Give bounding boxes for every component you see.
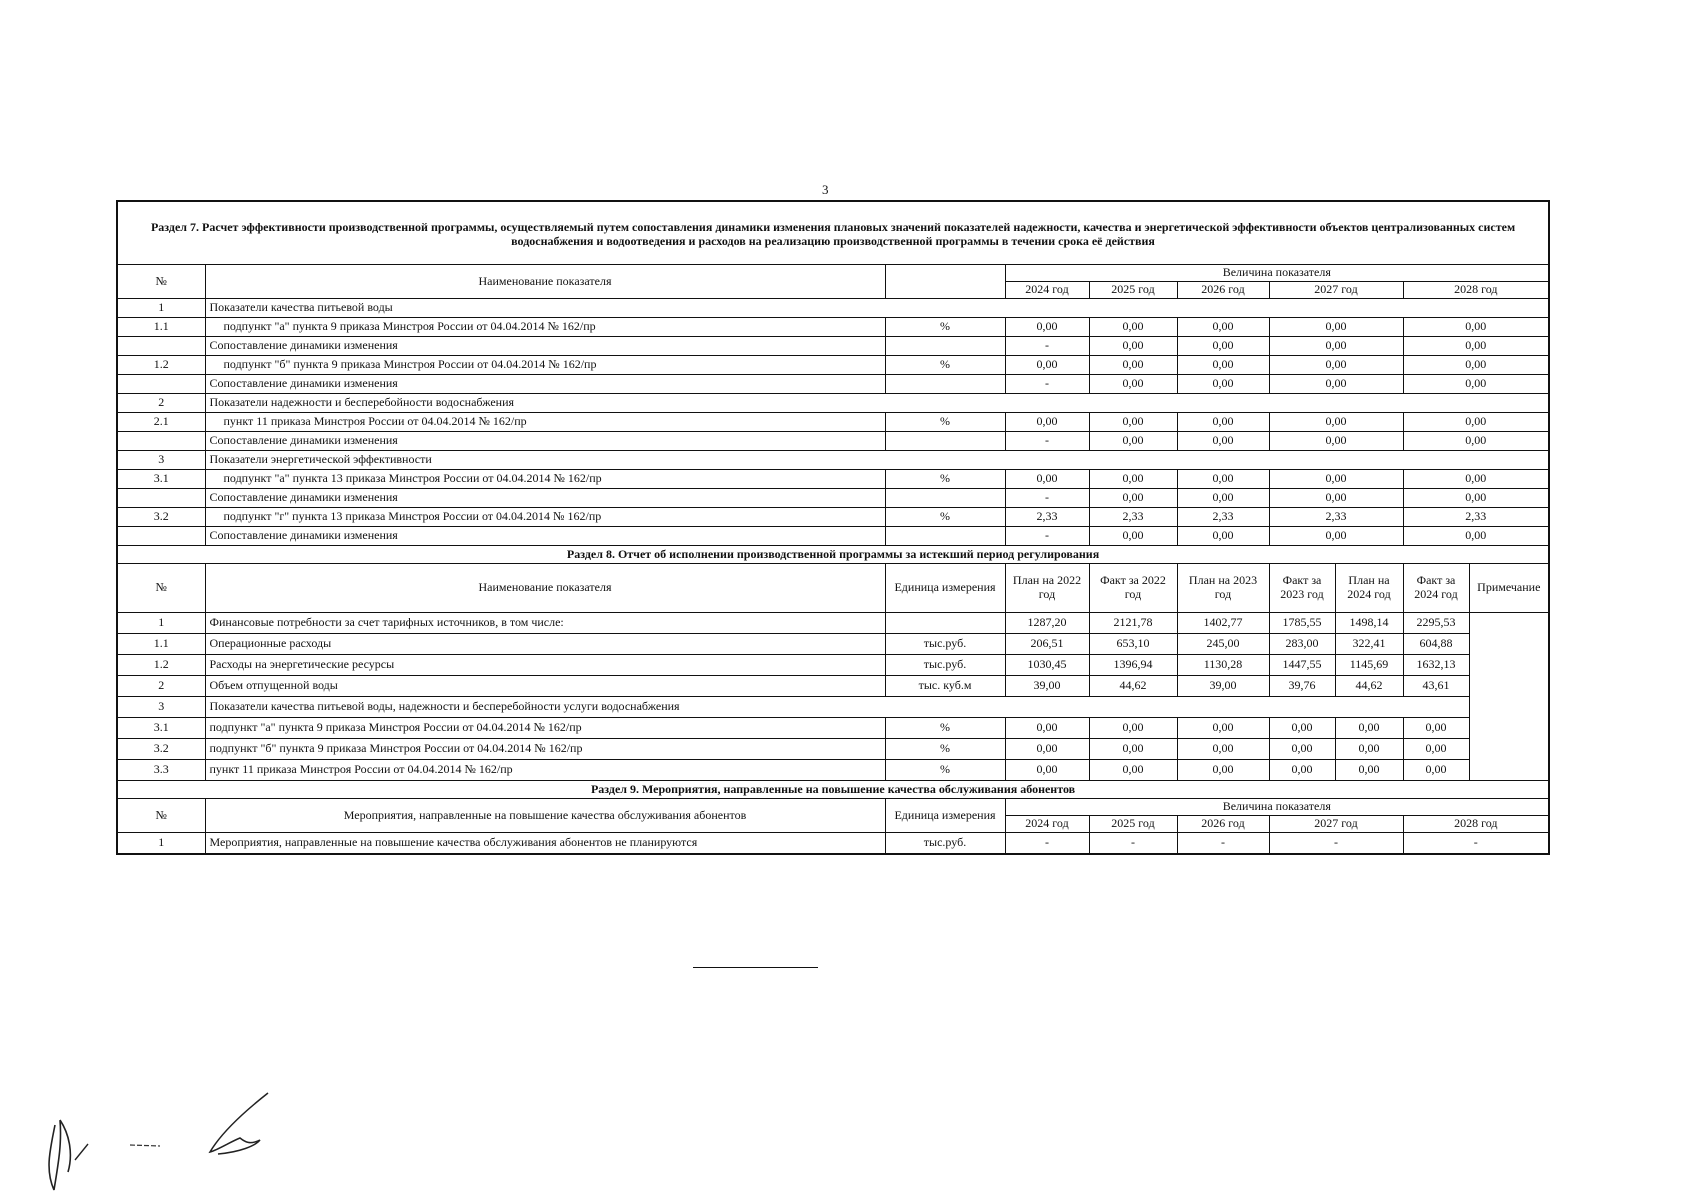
year-header: 2025 год — [1089, 816, 1177, 833]
value-cell: 245,00 — [1177, 634, 1269, 655]
unit-cell: % — [885, 413, 1005, 432]
value-cell: - — [1005, 527, 1089, 546]
indicator-name: Сопоставление динамики изменения — [205, 489, 885, 508]
year-header: 2027 год — [1269, 816, 1403, 833]
value-cell: 0,00 — [1177, 739, 1269, 760]
col-header-name: Наименование показателя — [205, 564, 885, 613]
row-number: 3 — [117, 451, 205, 470]
value-cell: 0,00 — [1005, 356, 1089, 375]
year-header: 2025 год — [1089, 282, 1177, 299]
row-number — [117, 337, 205, 356]
table-row — [117, 676, 1549, 697]
note-cell — [1469, 613, 1549, 781]
value-cell: 1785,55 — [1269, 613, 1335, 634]
row-number — [117, 432, 205, 451]
value-cell: 0,00 — [1269, 432, 1403, 451]
row-number: 1 — [117, 613, 205, 634]
value-cell: 39,00 — [1005, 676, 1089, 697]
year-header: 2028 год — [1403, 282, 1549, 299]
indicator-name: Сопоставление динамики изменения — [205, 375, 885, 394]
col-header-num: № — [117, 799, 205, 833]
value-cell: - — [1005, 432, 1089, 451]
table-row — [117, 318, 1549, 337]
unit-cell: % — [885, 760, 1005, 781]
value-cell: 0,00 — [1269, 527, 1403, 546]
value-cell: 0,00 — [1403, 375, 1549, 394]
section7-title: Раздел 7. Расчет эффективности производственной программы, осуществляемый путем сопоставления динамики изменения плановых значений показателей надежности, качества и энергетической эффективности объектов централизованных систем водоснабжения и водоотведения и расходов на реализацию производственной программы в течении срока её действия — [117, 201, 1549, 265]
year-header: 2024 год — [1005, 282, 1089, 299]
handwritten-signature — [40, 1080, 280, 1200]
value-cell: - — [1005, 833, 1089, 855]
value-cell: 0,00 — [1335, 760, 1403, 781]
row-number: 3.2 — [117, 739, 205, 760]
table-row — [117, 299, 1549, 318]
footer-divider — [693, 967, 818, 968]
indicator-name: подпункт "а" пункта 9 приказа Минстроя России от 04.04.2014 № 162/пр — [205, 718, 885, 739]
col-header-period: План на 2022 год — [1005, 564, 1089, 613]
value-cell: 604,88 — [1403, 634, 1469, 655]
value-cell: 2,33 — [1089, 508, 1177, 527]
row-number: 2 — [117, 394, 205, 413]
year-header: 2024 год — [1005, 816, 1089, 833]
group-title: Показатели качества питьевой воды — [205, 299, 1549, 318]
value-cell: 44,62 — [1089, 676, 1177, 697]
row-number: 1 — [117, 299, 205, 318]
section9-title: Раздел 9. Мероприятия, направленные на повышение качества обслуживания абонентов — [117, 781, 1549, 799]
row-number: 3.3 — [117, 760, 205, 781]
value-cell: 0,00 — [1089, 337, 1177, 356]
unit-cell: % — [885, 739, 1005, 760]
value-cell: 653,10 — [1089, 634, 1177, 655]
indicator-name: подпункт "б" пункта 9 приказа Минстроя России от 04.04.2014 № 162/пр — [205, 739, 885, 760]
value-cell: 0,00 — [1177, 718, 1269, 739]
row-number: 2 — [117, 676, 205, 697]
value-cell: 0,00 — [1177, 527, 1269, 546]
col-header-unit: Единица измерения — [885, 564, 1005, 613]
value-cell: 0,00 — [1269, 760, 1335, 781]
value-cell: 0,00 — [1177, 356, 1269, 375]
group-title: Показатели энергетической эффективности — [205, 451, 1549, 470]
table-row — [117, 760, 1549, 781]
value-cell: 0,00 — [1269, 489, 1403, 508]
row-number — [117, 375, 205, 394]
col-header-period: Факт за 2022 год — [1089, 564, 1177, 613]
section9-header-row — [117, 799, 1549, 816]
value-cell: 0,00 — [1403, 470, 1549, 489]
table-row — [117, 655, 1549, 676]
row-number: 1.2 — [117, 356, 205, 375]
value-cell: 2295,53 — [1403, 613, 1469, 634]
value-cell: 0,00 — [1177, 760, 1269, 781]
value-cell: 0,00 — [1089, 739, 1177, 760]
col-header-num: № — [117, 265, 205, 299]
value-cell: 2121,78 — [1089, 613, 1177, 634]
unit-cell — [885, 375, 1005, 394]
table-row — [117, 508, 1549, 527]
indicator-name: подпункт "б" пункта 9 приказа Минстроя России от 04.04.2014 № 162/пр — [205, 356, 885, 375]
table-row — [117, 833, 1549, 855]
group-title: Показатели качества питьевой воды, надежности и бесперебойности услуги водоснабжения — [205, 697, 1469, 718]
unit-cell: тыс.руб. — [885, 833, 1005, 855]
value-cell: 1030,45 — [1005, 655, 1089, 676]
value-cell: 0,00 — [1403, 760, 1469, 781]
value-cell: 0,00 — [1403, 356, 1549, 375]
value-cell: 0,00 — [1269, 413, 1403, 432]
value-cell: - — [1005, 489, 1089, 508]
value-cell: 0,00 — [1269, 718, 1335, 739]
value-cell: 0,00 — [1403, 527, 1549, 546]
value-cell: 1402,77 — [1177, 613, 1269, 634]
table-row — [117, 489, 1549, 508]
row-number — [117, 527, 205, 546]
indicator-name: Сопоставление динамики изменения — [205, 527, 885, 546]
table-row — [117, 432, 1549, 451]
value-cell: 2,33 — [1005, 508, 1089, 527]
col-header-unit — [885, 265, 1005, 299]
value-cell: 0,00 — [1403, 432, 1549, 451]
col-header-name: Мероприятия, направленные на повышение качества обслуживания абонентов — [205, 799, 885, 833]
col-header-unit: Единица измерения — [885, 799, 1005, 833]
col-header-period: Факт за 2023 год — [1269, 564, 1335, 613]
value-cell: 0,00 — [1089, 718, 1177, 739]
value-cell: - — [1089, 833, 1177, 855]
value-cell: 39,76 — [1269, 676, 1335, 697]
value-cell: - — [1403, 833, 1549, 855]
value-cell: - — [1005, 375, 1089, 394]
report-table — [116, 200, 1550, 855]
value-cell: 0,00 — [1177, 470, 1269, 489]
indicator-name: пункт 11 приказа Минстроя России от 04.04.2014 № 162/пр — [205, 413, 885, 432]
value-cell: 0,00 — [1335, 739, 1403, 760]
unit-cell: % — [885, 508, 1005, 527]
page-number: 3 — [822, 182, 829, 197]
table-row — [117, 470, 1549, 489]
value-cell: 0,00 — [1005, 470, 1089, 489]
col-header-period: План на 2023 год — [1177, 564, 1269, 613]
table-row — [117, 375, 1549, 394]
col-header-value-group: Величина показателя — [1005, 265, 1549, 282]
unit-cell — [885, 432, 1005, 451]
unit-cell: тыс.руб. — [885, 634, 1005, 655]
col-header-period: Факт за 2024 год — [1403, 564, 1469, 613]
value-cell: 2,33 — [1269, 508, 1403, 527]
year-header: 2028 год — [1403, 816, 1549, 833]
indicator-name: Расходы на энергетические ресурсы — [205, 655, 885, 676]
year-header: 2026 год — [1177, 282, 1269, 299]
value-cell: 1447,55 — [1269, 655, 1335, 676]
value-cell: 0,00 — [1403, 413, 1549, 432]
col-header-period: Примечание — [1469, 564, 1549, 613]
section8-title-row — [117, 546, 1549, 564]
group-title: Показатели надежности и бесперебойности водоснабжения — [205, 394, 1549, 413]
row-number: 1.1 — [117, 318, 205, 337]
value-cell: 0,00 — [1177, 337, 1269, 356]
table-row — [117, 413, 1549, 432]
unit-cell: % — [885, 356, 1005, 375]
value-cell: - — [1005, 337, 1089, 356]
unit-cell — [885, 337, 1005, 356]
value-cell: 322,41 — [1335, 634, 1403, 655]
section8-title: Раздел 8. Отчет об исполнении производственной программы за истекший период регулирования — [117, 546, 1549, 564]
section7-title-row — [117, 201, 1549, 265]
value-cell: 1396,94 — [1089, 655, 1177, 676]
value-cell: 0,00 — [1005, 318, 1089, 337]
value-cell: 0,00 — [1089, 318, 1177, 337]
table-row — [117, 739, 1549, 760]
value-cell: 0,00 — [1089, 432, 1177, 451]
indicator-name: пункт 11 приказа Минстроя России от 04.04.2014 № 162/пр — [205, 760, 885, 781]
measure-name: Мероприятия, направленные на повышение качества обслуживания абонентов не планируются — [205, 833, 885, 855]
value-cell: - — [1269, 833, 1403, 855]
value-cell: 0,00 — [1269, 337, 1403, 356]
value-cell: 0,00 — [1089, 413, 1177, 432]
year-header: 2027 год — [1269, 282, 1403, 299]
section7-header-row — [117, 265, 1549, 282]
section8-header-row — [117, 564, 1549, 613]
section9-title-row — [117, 781, 1549, 799]
indicator-name: подпункт "а" пункта 13 приказа Минстроя России от 04.04.2014 № 162/пр — [205, 470, 885, 489]
unit-cell — [885, 489, 1005, 508]
year-header: 2026 год — [1177, 816, 1269, 833]
value-cell: 0,00 — [1335, 718, 1403, 739]
indicator-name: Операционные расходы — [205, 634, 885, 655]
value-cell: 0,00 — [1177, 413, 1269, 432]
table-row — [117, 527, 1549, 546]
value-cell: 0,00 — [1089, 375, 1177, 394]
value-cell: 0,00 — [1177, 489, 1269, 508]
value-cell: 0,00 — [1177, 432, 1269, 451]
value-cell: 2,33 — [1177, 508, 1269, 527]
row-number: 1.1 — [117, 634, 205, 655]
unit-cell — [885, 613, 1005, 634]
value-cell: 0,00 — [1005, 718, 1089, 739]
value-cell: 43,61 — [1403, 676, 1469, 697]
value-cell: 206,51 — [1005, 634, 1089, 655]
value-cell: 283,00 — [1269, 634, 1335, 655]
value-cell: 0,00 — [1403, 318, 1549, 337]
value-cell: 0,00 — [1269, 739, 1335, 760]
value-cell: 39,00 — [1177, 676, 1269, 697]
value-cell: 0,00 — [1403, 337, 1549, 356]
value-cell: 0,00 — [1269, 470, 1403, 489]
value-cell: 0,00 — [1089, 489, 1177, 508]
value-cell: 1287,20 — [1005, 613, 1089, 634]
table-row — [117, 394, 1549, 413]
table-row — [117, 356, 1549, 375]
value-cell: 0,00 — [1089, 527, 1177, 546]
value-cell: 1145,69 — [1335, 655, 1403, 676]
value-cell: 0,00 — [1089, 470, 1177, 489]
value-cell: 1130,28 — [1177, 655, 1269, 676]
unit-cell — [885, 527, 1005, 546]
unit-cell: % — [885, 718, 1005, 739]
value-cell: 1632,13 — [1403, 655, 1469, 676]
indicator-name: подпункт "а" пункта 9 приказа Минстроя России от 04.04.2014 № 162/пр — [205, 318, 885, 337]
col-header-name: Наименование показателя — [205, 265, 885, 299]
unit-cell: тыс. куб.м — [885, 676, 1005, 697]
value-cell: 0,00 — [1089, 760, 1177, 781]
table-row — [117, 718, 1549, 739]
row-number: 1.2 — [117, 655, 205, 676]
table-row — [117, 337, 1549, 356]
value-cell: 0,00 — [1403, 489, 1549, 508]
indicator-name: подпункт "г" пункта 13 приказа Минстроя России от 04.04.2014 № 162/пр — [205, 508, 885, 527]
row-number: 2.1 — [117, 413, 205, 432]
unit-cell: % — [885, 470, 1005, 489]
table-row — [117, 634, 1549, 655]
indicator-name: Сопоставление динамики изменения — [205, 432, 885, 451]
row-number: 3 — [117, 697, 205, 718]
value-cell: 0,00 — [1089, 356, 1177, 375]
value-cell: 0,00 — [1005, 760, 1089, 781]
value-cell: 44,62 — [1335, 676, 1403, 697]
row-number — [117, 489, 205, 508]
table-row — [117, 451, 1549, 470]
value-cell: 0,00 — [1177, 375, 1269, 394]
indicator-name: Сопоставление динамики изменения — [205, 337, 885, 356]
value-cell: 0,00 — [1005, 413, 1089, 432]
row-number: 3.1 — [117, 470, 205, 489]
value-cell: 0,00 — [1269, 318, 1403, 337]
value-cell: 0,00 — [1269, 356, 1403, 375]
indicator-name: Финансовые потребности за счет тарифных источников, в том числе: — [205, 613, 885, 634]
table-row — [117, 697, 1549, 718]
col-header-num: № — [117, 564, 205, 613]
col-header-period: План на 2024 год — [1335, 564, 1403, 613]
unit-cell: тыс.руб. — [885, 655, 1005, 676]
indicator-name: Объем отпущенной воды — [205, 676, 885, 697]
value-cell: 0,00 — [1177, 318, 1269, 337]
value-cell: 0,00 — [1403, 718, 1469, 739]
value-cell: 0,00 — [1269, 375, 1403, 394]
row-number: 3.2 — [117, 508, 205, 527]
col-header-value-group: Величина показателя — [1005, 799, 1549, 816]
table-row — [117, 613, 1549, 634]
value-cell: - — [1177, 833, 1269, 855]
value-cell: 2,33 — [1403, 508, 1549, 527]
row-number: 1 — [117, 833, 205, 855]
value-cell: 0,00 — [1403, 739, 1469, 760]
value-cell: 1498,14 — [1335, 613, 1403, 634]
value-cell: 0,00 — [1005, 739, 1089, 760]
unit-cell: % — [885, 318, 1005, 337]
row-number: 3.1 — [117, 718, 205, 739]
